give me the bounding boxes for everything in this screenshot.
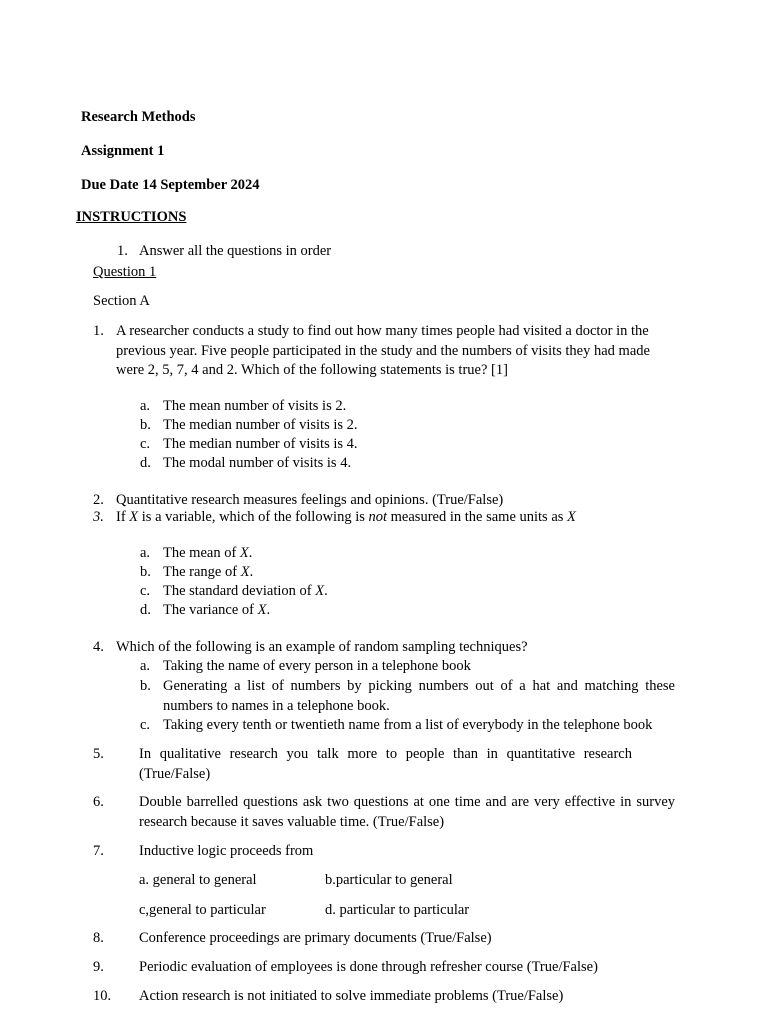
instruction-number: 1. [117,243,128,259]
q1-option-b-label: b. [140,417,151,433]
q3-option-c: The standard deviation of X. [163,583,328,599]
question-heading: Question 1 [93,264,157,280]
q4-option-b: Generating a list of numbers by picking numbers out of a hat and matching these numbers to names in a telephone book. [163,678,675,714]
q3-text: If X is a variable, which of the following is not measured in the same units as X [116,509,576,525]
q1-option-c-label: c. [140,436,151,452]
q3-option-b: The range of X. [163,564,254,580]
q7-text: Inductive logic proceeds from [139,843,314,859]
q3-option-d: The variance of X. [163,602,271,618]
q10-number: 10. [93,988,112,1004]
q4-option-b-label: b. [140,678,151,694]
q9-text: Periodic evaluation of employees is done through refresher course (True/False) [139,959,598,975]
q3-option-a-label: a. [140,545,151,561]
q5-number: 5. [93,746,104,762]
q4-text: Which of the following is an example of random sampling techniques? [116,639,528,655]
q8-number: 8. [93,930,104,946]
q6-number: 6. [93,794,104,810]
q9-number: 9. [93,959,104,975]
q4-number: 4. [93,639,104,655]
q4-option-a-label: a. [140,658,151,674]
q1-option-a: The mean number of visits is 2. [163,398,347,414]
q2-text: Quantitative research measures feelings and opinions. (True/False) [116,492,504,508]
q1-text: A researcher conducts a study to find out how many times people had visited a doctor in the previous year. Five people participated in the study and the numbers of visits they had made were 2, 5, 7, 4 and 2. Which of the following statements is true? [1] [116,323,650,378]
q3-option-d-label: d. [140,602,151,618]
q4-option-c-label: c. [140,717,151,733]
q1-option-b: The median number of visits is 2. [163,417,358,433]
q7-option-a: a. general to general [139,872,257,888]
q3-option-c-label: c. [140,583,151,599]
q1-option-d: The modal number of visits is 4. [163,455,352,471]
q5-text: In qualitative research you talk more to people than in quantitative research (True/False) [139,746,632,782]
q7-option-c: c,general to particular [139,902,266,918]
q7-option-b: b.particular to general [325,872,453,888]
q1-option-d-label: d. [140,455,151,471]
q3-number: 3. [93,509,104,525]
q7-number: 7. [93,843,104,859]
instructions-heading: INSTRUCTIONS [76,209,187,225]
course-title: Research Methods [81,109,196,125]
q1-option-a-label: a. [140,398,151,414]
q6-text: Double barrelled questions ask two questions at one time and are very effective in survey research because it saves valuable time. (True/False) [139,794,675,830]
q3-option-b-label: b. [140,564,151,580]
q7-option-d: d. particular to particular [325,902,470,918]
q8-text: Conference proceedings are primary documents (True/False) [139,930,492,946]
q2-number: 2. [93,492,104,508]
q1-number: 1. [93,323,104,339]
q10-text: Action research is not initiated to solve immediate problems (True/False) [139,988,564,1004]
assignment-title: Assignment 1 [81,143,165,159]
section-heading: Section A [93,293,150,309]
q1-option-c: The median number of visits is 4. [163,436,358,452]
q4-option-a: Taking the name of every person in a telephone book [163,658,471,674]
due-date: Due Date 14 September 2024 [81,177,260,193]
instruction-text: Answer all the questions in order [139,243,332,259]
q3-option-a: The mean of X. [163,545,253,561]
q4-option-c: Taking every tenth or twentieth name from a list of everybody in the telephone book [163,717,653,733]
